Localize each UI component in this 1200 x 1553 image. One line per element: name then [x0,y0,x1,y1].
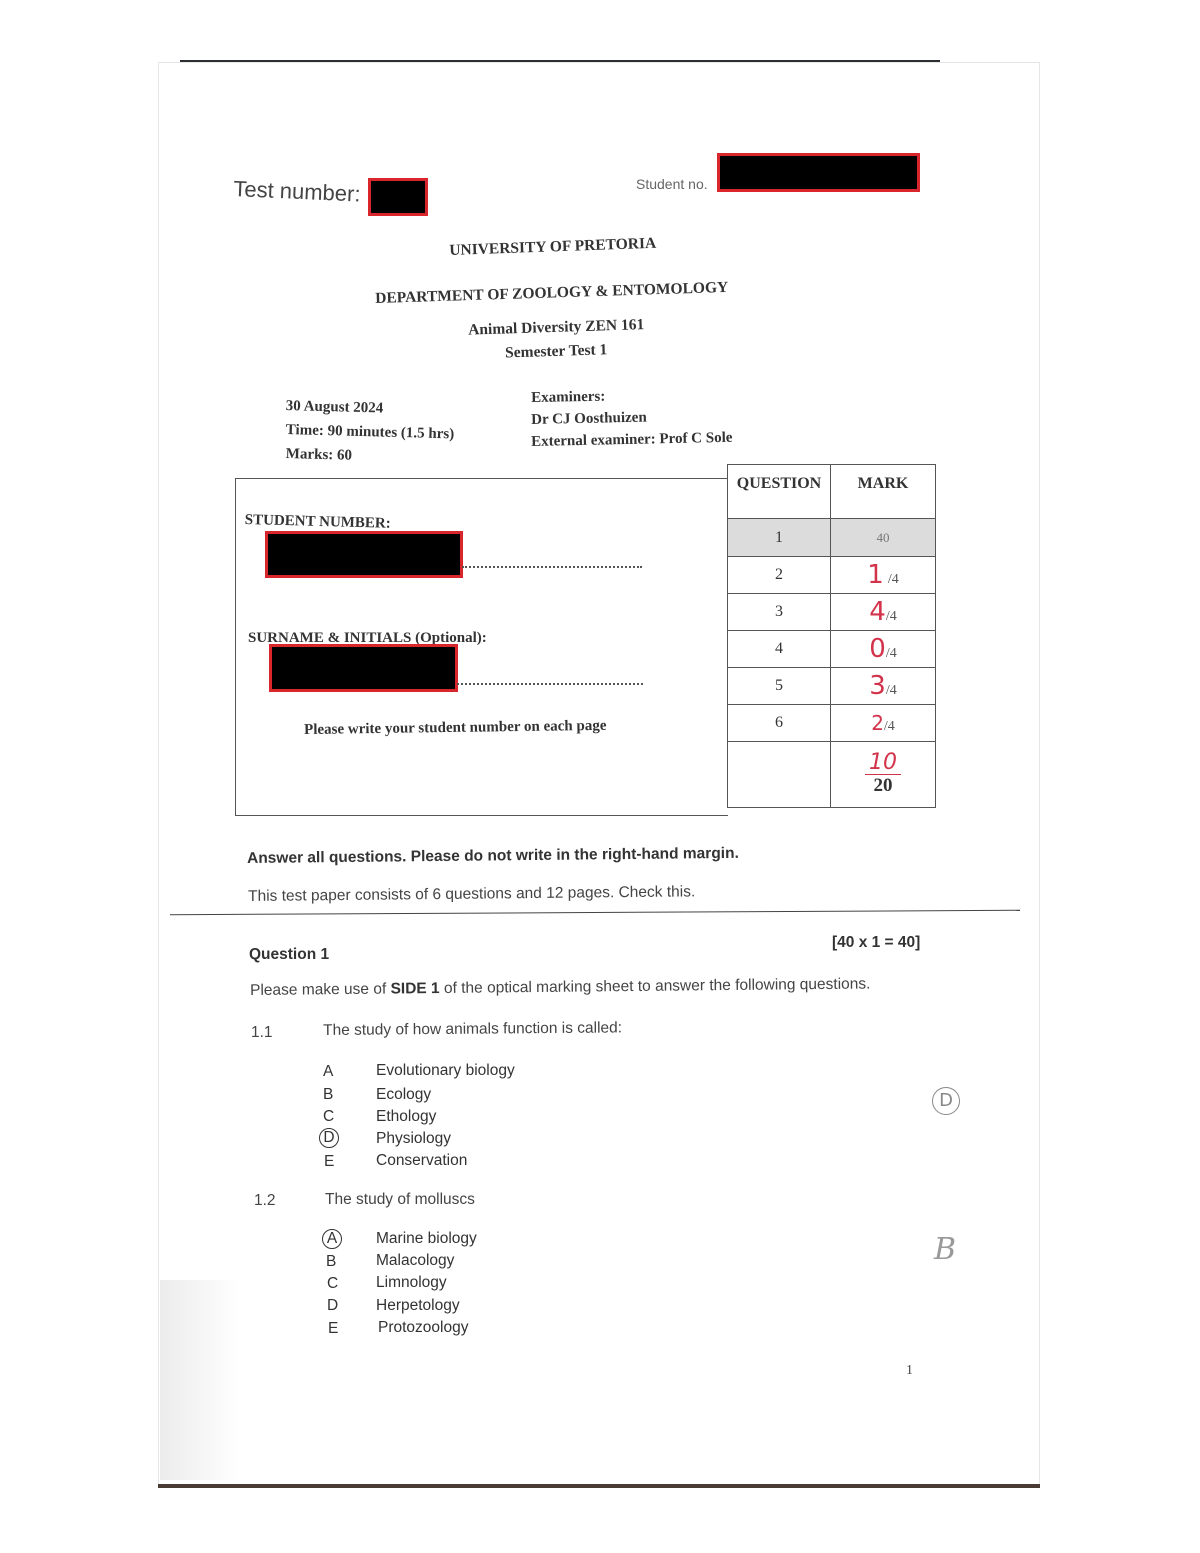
handwritten-mark: 4 [869,597,886,627]
total-out-of: 20 [873,775,893,796]
paper-shadow [160,1280,240,1480]
option-letter: E [328,1320,339,1337]
option-text: Ethology [376,1108,437,1125]
page-number: 1 [906,1363,913,1378]
option-letter: A [323,1063,334,1080]
option-letter: C [323,1108,335,1125]
question-1-1-text: The study of how animals function is called: [323,1019,623,1039]
student-number-label: STUDENT NUMBER: [244,512,391,532]
instructions-bold: Answer all questions. Please do not write in the right-hand margin. [247,844,739,867]
option-letter: E [324,1153,335,1170]
handwritten-mark: 2 [871,711,884,735]
exam-date: 30 August 2024 [285,398,384,417]
option-text: Ecology [376,1086,432,1103]
course-title: Animal Diversity ZEN 161 [467,316,645,339]
mark-value: 40 [831,519,936,557]
handwritten-mark: 1 [867,560,884,590]
redacted-test-number [371,181,425,213]
option-text: Limnology [376,1274,447,1291]
question-1-title: Question 1 [249,946,330,963]
option-letter-circled: D [323,1128,339,1148]
mark-value: 4/4 [831,594,936,631]
question-number: 6 [728,705,831,742]
question-header: QUESTION [728,465,831,519]
total-empty-cell [728,742,831,808]
table-row [728,519,936,557]
total-cell [831,742,936,808]
paper-bottom-edge [158,1484,1040,1488]
test-title: Semester Test 1 [504,341,608,362]
question-number: 4 [728,631,831,668]
mark-value: 1 /4 [831,557,936,594]
exam-marks: Marks: 60 [285,446,353,464]
reminder-text: Please write your student number on each page [304,717,607,738]
handwritten-mark: 3 [869,671,886,701]
university-title: UNIVERSITY OF PRETORIA [449,234,657,259]
table-row [728,594,936,631]
exam-time: Time: 90 minutes (1.5 hrs) [285,422,455,443]
student-no-label: Student no. [636,176,708,192]
department-title: DEPARTMENT OF ZOOLOGY & ENTOMOLOGY [375,278,729,307]
redacted-student-number [268,534,460,575]
option-text: Conservation [376,1152,468,1169]
mark-table [727,464,936,808]
option-letter-circled: A [326,1229,342,1249]
question-1-marks: [40 x 1 = 40] [832,934,921,951]
mark-value: 2/4 [831,705,936,742]
question-number: 5 [728,668,831,705]
option-letter: B [326,1253,337,1270]
margin-answer-d: D [932,1087,960,1115]
table-row [728,705,936,742]
handwritten-mark: 0 [869,634,886,664]
question-1-1-number: 1.1 [251,1024,273,1041]
question-number: 1 [728,519,831,557]
table-row [728,668,936,705]
option-letter: C [327,1275,339,1292]
total-row [728,742,936,808]
redacted-student-no [720,156,917,189]
table-row [728,557,936,594]
question-number: 3 [728,594,831,631]
question-1-2-number: 1.2 [254,1192,276,1209]
question-1-2-text: The study of molluscs [325,1191,475,1208]
mark-header: MARK [831,465,936,519]
instructions-pages: This test paper consists of 6 questions and 12 pages. Check this. [248,883,696,905]
option-text: Malacology [376,1252,455,1269]
examiner-name: Dr CJ Oosthuizen [531,409,647,428]
option-text: Marine biology [376,1230,477,1247]
student-number-line [462,566,642,568]
redacted-surname [272,647,455,689]
option-letter: D [327,1297,339,1314]
external-examiner: External examiner: Prof C Sole [531,429,733,450]
surname-line [457,683,643,685]
mark-value: 0/4 [831,631,936,668]
mark-value: 3/4 [831,668,936,705]
question-number: 2 [728,557,831,594]
option-text: Protozoology [378,1319,469,1336]
question-1-intro: Please make use of SIDE 1 of the optical marking sheet to answer the following questions. [250,975,871,999]
test-number-label: Test number: [232,176,362,207]
table-row [728,631,936,668]
margin-answer-b: B [934,1232,957,1267]
handwritten-total: 10 [865,752,901,775]
examiners-label: Examiners: [531,388,606,406]
option-letter: B [323,1086,334,1103]
option-text: Physiology [376,1130,451,1147]
surname-label: SURNAME & INITIALS (Optional): [248,630,487,646]
option-text: Herpetology [376,1297,460,1314]
option-text: Evolutionary biology [376,1062,515,1079]
